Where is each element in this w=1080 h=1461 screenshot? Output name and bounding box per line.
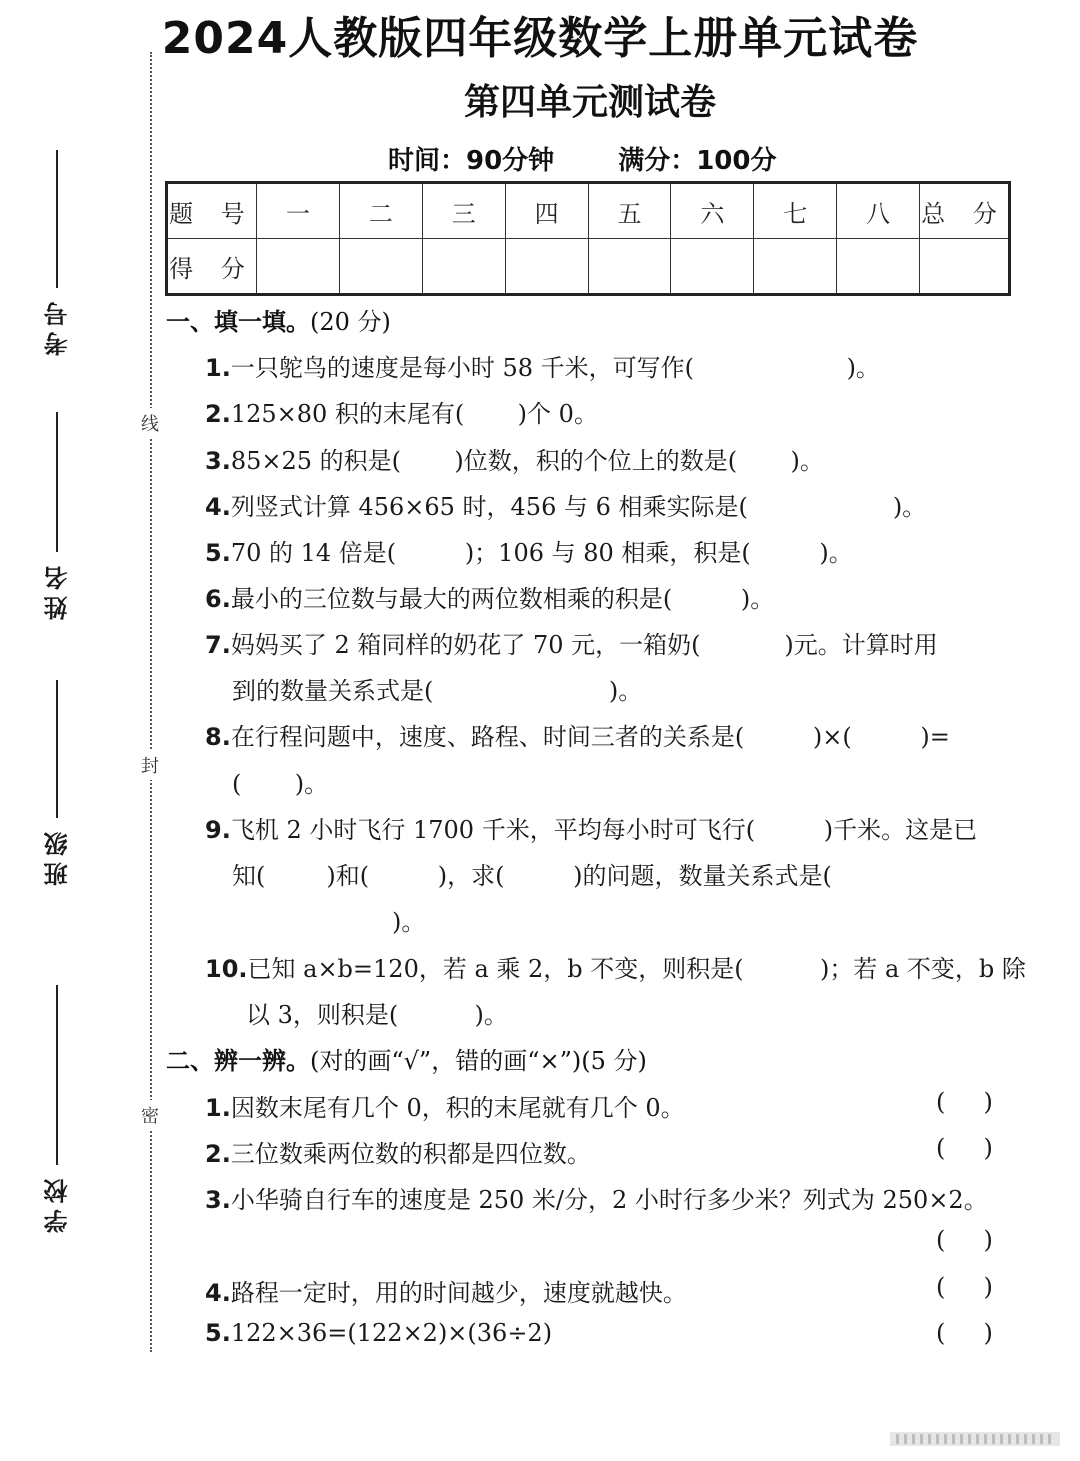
judge-item — [205, 1088, 685, 1123]
class-label: 班级 — [43, 826, 72, 886]
question-number: 4. — [205, 1279, 231, 1307]
score-header-cell: 总 分 — [920, 183, 1010, 239]
question-text: 三位数乘两位数的积都是四位数。 — [230, 1140, 591, 1168]
judge-item — [205, 1319, 552, 1347]
question-text: 125×80 积的末尾有( )个 0。 — [230, 400, 598, 428]
question-number: 7. — [205, 631, 231, 659]
question-item — [205, 579, 774, 614]
question-number: 3. — [205, 1186, 231, 1214]
question-item — [205, 348, 880, 383]
answer-blank[interactable]: ( ) — [936, 1134, 993, 1162]
score-header-cell: 六 — [671, 183, 754, 239]
time-limit: 时间：90分钟 — [388, 146, 555, 176]
question-number: 4. — [205, 493, 231, 521]
question-text: 列竖式计算 456×65 时，456 与 6 相乘实际是( )。 — [230, 493, 927, 521]
score-cell[interactable] — [920, 239, 1010, 295]
score-cell[interactable] — [588, 239, 671, 295]
question-item — [205, 533, 853, 568]
score-header-cell: 三 — [422, 183, 505, 239]
section-2-title: 二、辨一辨。 — [166, 1046, 310, 1075]
question-item — [205, 441, 824, 476]
section-1-heading — [166, 302, 391, 337]
question-item — [205, 949, 1026, 984]
section-2-heading — [166, 1041, 647, 1076]
score-table-score-row — [167, 239, 1010, 295]
question-continuation: )。 — [392, 908, 426, 936]
question-item — [205, 810, 977, 845]
score-header-cell: 题 号 — [167, 183, 257, 239]
answer-blank[interactable]: ( ) — [936, 1319, 993, 1347]
exam-meta — [388, 140, 840, 177]
question-text: 85×25 的积是( )位数，积的个位上的数是( )。 — [230, 447, 824, 475]
binding-char-xian: 线 — [141, 408, 159, 438]
question-item — [205, 625, 938, 660]
answer-blank[interactable]: ( ) — [936, 1226, 993, 1254]
score-header-cell: 五 — [588, 183, 671, 239]
name-line[interactable] — [56, 412, 58, 552]
section-1-points: (20 分) — [310, 308, 391, 336]
score-header-cell: 一 — [257, 183, 340, 239]
score-header-cell: 四 — [505, 183, 588, 239]
question-number: 2. — [205, 1140, 231, 1168]
question-continuation: 以 3，则积是( )。 — [246, 1001, 508, 1029]
score-cell[interactable] — [422, 239, 505, 295]
name-label: 姓名 — [43, 560, 72, 620]
exam-number-field — [42, 150, 72, 356]
question-text: 已知 a×b=120，若 a 乘 2，b 不变，则积是( )；若 a 不变，b 除 — [247, 955, 1026, 983]
name-field — [42, 412, 72, 620]
question-text: 因数末尾有几个 0，积的末尾就有几个 0。 — [230, 1094, 685, 1122]
question-item — [205, 394, 598, 429]
question-text: 122×36=(122×2)×(36÷2) — [230, 1319, 553, 1347]
question-text: 70 的 14 倍是( )；106 与 80 相乘，积是( )。 — [230, 539, 853, 567]
question-text: 路程一定时，用的时间越少，速度就越快。 — [230, 1279, 687, 1307]
page-title: 2024人教版四年级数学上册单元试卷 — [161, 13, 919, 64]
question-number: 5. — [205, 539, 231, 567]
binding-dotted-line — [150, 52, 152, 1352]
question-continuation: 知( )和( )，求( )的问题，数量关系式是( — [232, 862, 832, 890]
score-header-cell: 七 — [754, 183, 837, 239]
question-number: 2. — [205, 400, 231, 428]
score-header-cell: 二 — [339, 183, 422, 239]
school-field — [42, 985, 72, 1233]
question-number: 5. — [205, 1319, 231, 1347]
question-item — [205, 717, 950, 752]
question-item — [205, 487, 926, 522]
school-line[interactable] — [56, 985, 58, 1165]
judge-item — [205, 1180, 988, 1215]
question-text: 在行程问题中，速度、路程、时间三者的关系是( )×( )= — [230, 723, 950, 751]
question-continuation: 到的数量关系式是( )。 — [232, 677, 643, 705]
question-text: 飞机 2 小时飞行 1700 千米，平均每小时可飞行( )千米。这是已 — [230, 816, 978, 844]
score-row-label: 得 分 — [167, 239, 257, 295]
question-number: 10. — [205, 955, 248, 983]
score-header-cell: 八 — [837, 183, 920, 239]
class-field — [42, 680, 72, 886]
school-label: 学校 — [43, 1173, 72, 1233]
question-text: 妈妈买了 2 箱同样的奶花了 70 元，一箱奶( )元。计算时用 — [230, 631, 938, 659]
score-table-header-row — [167, 183, 1010, 239]
question-number: 6. — [205, 585, 231, 613]
full-score: 满分：100分 — [618, 146, 777, 176]
score-cell[interactable] — [505, 239, 588, 295]
score-cell[interactable] — [754, 239, 837, 295]
question-number: 9. — [205, 816, 231, 844]
question-number: 8. — [205, 723, 231, 751]
question-text: 一只鸵鸟的速度是每小时 58 千米，可写作( )。 — [230, 354, 880, 382]
answer-blank[interactable]: ( ) — [936, 1273, 993, 1301]
class-line[interactable] — [56, 680, 58, 818]
page-subtitle: 第四单元测试卷 — [463, 82, 716, 123]
binding-char-feng: 封 — [141, 750, 159, 780]
judge-item — [205, 1273, 687, 1308]
answer-blank[interactable]: ( ) — [936, 1088, 993, 1116]
score-cell[interactable] — [257, 239, 340, 295]
score-cell[interactable] — [837, 239, 920, 295]
question-text: 小华骑自行车的速度是 250 米/分，2 小时行多少米？列式为 250×2。 — [230, 1186, 988, 1214]
question-number: 3. — [205, 447, 231, 475]
question-text: 最小的三位数与最大的两位数相乘的积是( )。 — [230, 585, 775, 613]
question-number: 1. — [205, 354, 231, 382]
score-cell[interactable] — [339, 239, 422, 295]
exam-number-label: 考号 — [43, 296, 72, 356]
judge-item — [205, 1134, 591, 1169]
section-1-title: 一、填一填。 — [166, 307, 310, 336]
section-2-points: (对的画“√”，错的画“×”)(5 分) — [310, 1047, 647, 1075]
score-cell[interactable] — [671, 239, 754, 295]
binding-char-mi: 密 — [141, 1100, 159, 1130]
scan-artifact-bar — [890, 1432, 1060, 1446]
question-number: 1. — [205, 1094, 231, 1122]
exam-number-line[interactable] — [56, 150, 58, 288]
question-continuation: ( )。 — [232, 770, 329, 798]
score-table — [165, 181, 1011, 296]
